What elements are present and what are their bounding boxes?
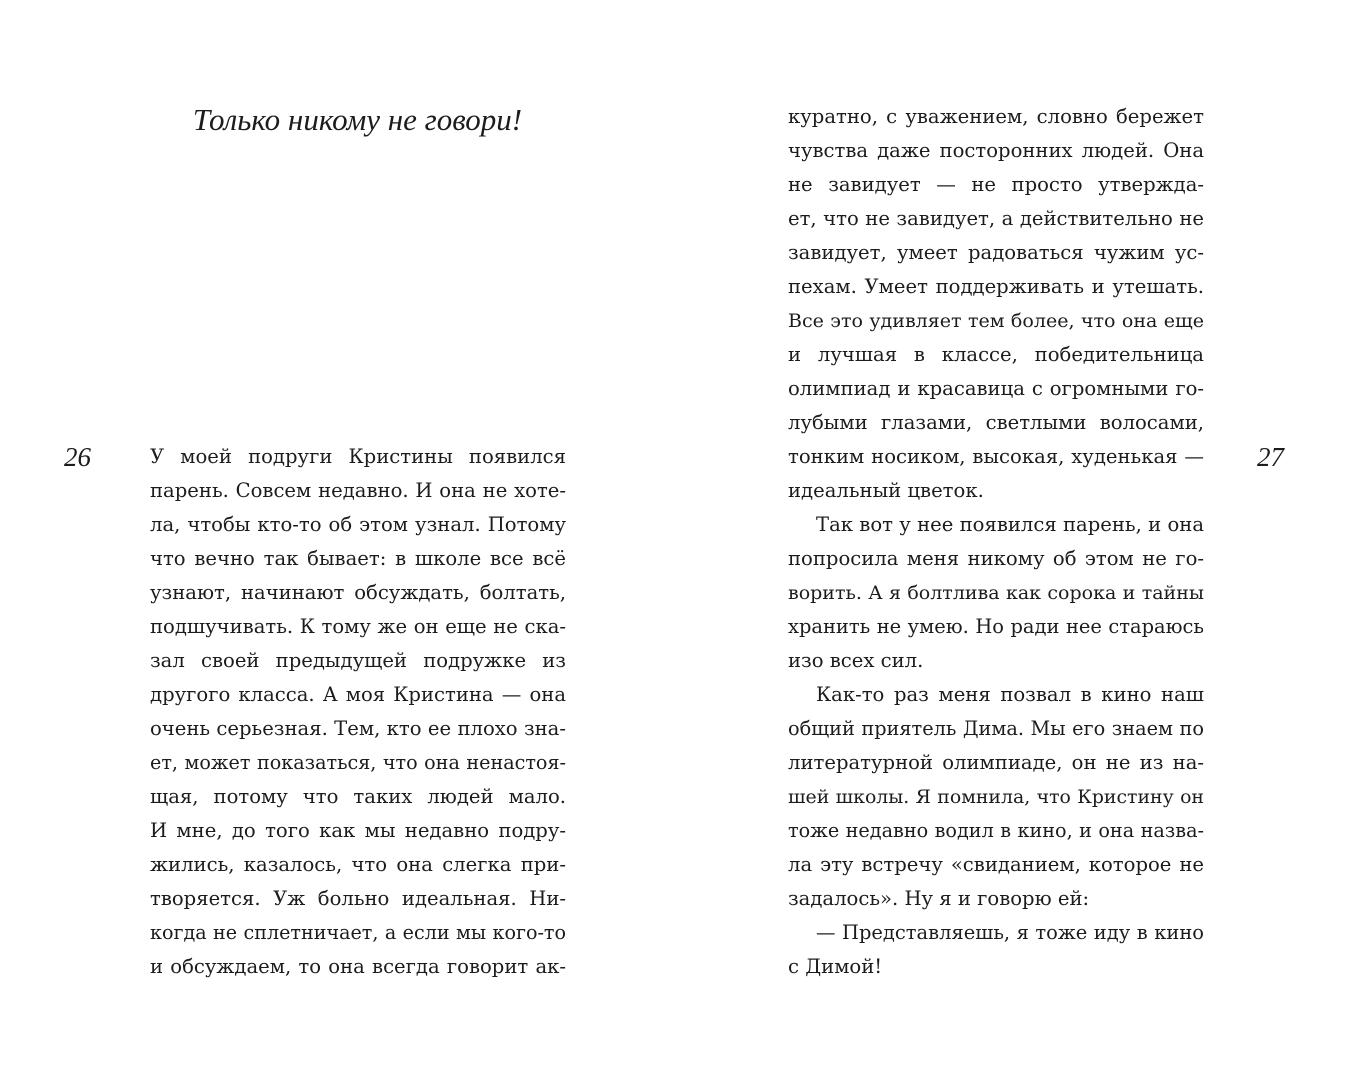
text-line: очень серьезная. Тем, кто ее плохо зна- <box>150 717 566 740</box>
text-line: узнают, начинают обсуждать, болтать, <box>150 581 566 604</box>
text-line: и лучшая в классе, победительница <box>788 343 1204 366</box>
right-page-text <box>788 100 1204 984</box>
text-line: У моей подруги Кристины появился <box>150 445 566 468</box>
text-line: когда не сплетничает, а если мы кого-то <box>150 921 566 944</box>
text-line: с Димой! <box>788 955 883 978</box>
text-line: попросила меня никому об этом не го- <box>788 547 1204 570</box>
text-line: щая, потому что таких людей мало. <box>150 785 566 808</box>
text-line: пехам. Умеет поддерживать и утешать. <box>788 275 1204 298</box>
text-line: — Представляешь, я тоже иду в кино <box>816 921 1204 944</box>
text-line: хранить не умею. Но ради нее стараюсь <box>788 615 1204 638</box>
chapter-title: Только никому не говори! <box>192 102 523 137</box>
text-line: Все это удивляет тем более, что она еще <box>788 310 1204 332</box>
text-line: другого класса. А моя Кристина — она <box>150 683 566 706</box>
text-line: тонким носиком, высокая, худенькая — <box>788 445 1204 468</box>
text-line: парень. Совсем недавно. И она не хоте- <box>150 479 566 502</box>
text-line: изо всех сил. <box>788 649 924 672</box>
text-line: не завидует — не просто утвержда- <box>788 173 1204 196</box>
text-line: куратно, с уважением, словно бережет <box>788 105 1204 128</box>
text-line: лубыми глазами, светлыми волосами, <box>788 411 1204 434</box>
text-line: ла, чтобы кто-то об этом узнал. Потому <box>150 513 566 536</box>
text-line: ет, что не завидует, а действительно не <box>788 207 1204 230</box>
text-line: общий приятель Дима. Мы его знаем по <box>788 717 1204 740</box>
text-line: чувства даже посторонних людей. Она <box>788 139 1204 162</box>
text-line: ворить. А я болтлива как сорока и тайны <box>788 582 1204 604</box>
text-line: что вечно так бывает: в школе все всё <box>150 547 566 570</box>
text-line: зал своей предыдущей подружке из <box>150 649 566 672</box>
text-line: шей школы. Я помнила, что Кристину он <box>788 786 1204 808</box>
page-number-right: 27 <box>1257 442 1284 472</box>
text-line: жились, казалось, что она слегка при- <box>150 853 566 876</box>
text-line: ла эту встречу «свиданием, которое не <box>788 853 1204 876</box>
text-line: тоже недавно водил в кино, и она назва- <box>788 819 1204 842</box>
text-line: задалось». Ну я и говорю ей: <box>788 887 1090 910</box>
text-line: подшучивать. К тому же он еще не ска- <box>150 615 566 638</box>
text-line: и обсуждаем, то она всегда говорит ак- <box>150 955 566 978</box>
text-line: И мне, до того как мы недавно подру- <box>150 819 566 842</box>
text-line: творяется. Уж больно идеальная. Ни- <box>150 887 566 910</box>
text-line: литературной олимпиаде, он не из на- <box>788 751 1204 774</box>
text-line: идеальный цветок. <box>788 479 984 502</box>
page-number-left: 26 <box>64 442 91 472</box>
left-page-text <box>150 440 566 984</box>
text-line: олимпиад и красавица с огромными го- <box>788 377 1204 400</box>
text-line: ет, может показаться, что она ненастоя- <box>150 751 566 774</box>
text-line: Как-то раз меня позвал в кино наш <box>816 683 1204 706</box>
text-line: Так вот у нее появился парень, и она <box>816 513 1204 536</box>
text-line: завидует, умеет радоваться чужим ус- <box>788 241 1204 264</box>
